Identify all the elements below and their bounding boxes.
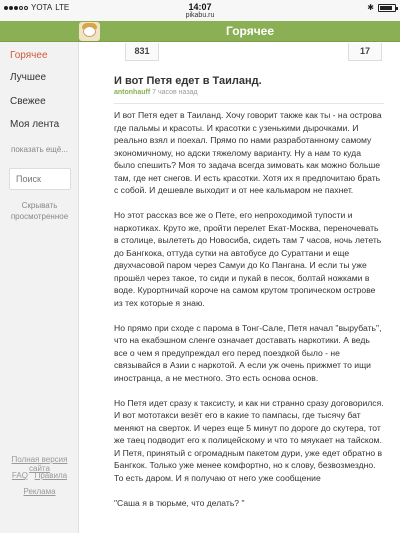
search-input[interactable] — [9, 168, 71, 190]
sidebar-item-my-feed[interactable]: Моя лента — [10, 119, 60, 130]
post-paragraph: "Саша я в тюрьме, что делать? " — [114, 497, 245, 508]
bluetooth-icon: ✱ — [367, 3, 374, 12]
show-more-link[interactable]: показать ещё... — [11, 145, 68, 154]
address-bar[interactable]: pikabu.ru — [0, 12, 400, 21]
faq-link[interactable]: FAQ — [11, 471, 28, 480]
rating-counter: 831 — [125, 43, 159, 61]
status-icons — [367, 3, 396, 12]
sidebar-item-best[interactable]: Лучшее — [10, 72, 47, 83]
post-paragraph: Но прямо при сходе с парома в Тонг-Сале, Петя начал "вырубать", что на екабэшном сленге означает доставать наркотики. А ведь все о чем я предупреждал его перед поездкой было - не связывайся в Азии с наркотой. А если уж очень прижмет то ищи иностранца, а не местного. Это есть основа основ. — [114, 322, 382, 383]
post-body — [114, 103, 384, 522]
post-time: 7 часов назад — [152, 89, 198, 96]
carrier-name: YOTA — [31, 3, 53, 12]
footer-links-row — [0, 471, 79, 480]
sidebar-item-new[interactable]: Свежее — [10, 96, 46, 107]
post-paragraph: Но Петя идет сразу к таксисту, и как ни странно сразу договорился. И вот мототакси везёт его в какие то пампасы, где тысячу бат меняют на сверток. И через еще 5 минут по дороге до скутера, тот же таец подводит его к полицейскому и что то мяукает на тайском. И Петя, принятый с огромадным пакетом дури, уже едет обратно в Бангкок. Только уже менее комфортно, но к слову, безвозмездно. То есть даром. И я получаю от него уже сообщение — [114, 397, 384, 483]
sidebar-item-hot[interactable]: Горячее — [10, 50, 48, 61]
main-content — [80, 42, 400, 533]
full-version-link[interactable]: Полная версия сайта — [11, 455, 68, 473]
sidebar — [0, 42, 79, 533]
post-paragraph: Но этот рассказ все же о Пете, его непроходимой тупости и наркотиках. Круто же, пройти перелет Екат-Москва, переночевать в столице, вылететь до Новосиба, сидеть там 7 часов, ночь лететь до Бангкока, оттуда сутки на автобусе до Сураттани и еще двухчасовой паром через Самуи до Ко Пангана. И если ты уже прошёл через такое, то сиди и пукай в песок, болтай ножками в воде. Курортничай короче на самом крутом тропическом острове из тех которые я знаю. — [114, 210, 382, 308]
post-meta — [114, 89, 198, 96]
page-title: Горячее — [225, 24, 275, 38]
network-type: LTE — [55, 3, 70, 12]
post-title[interactable]: И вот Петя едет в Таиланд. — [114, 75, 262, 87]
logo-face — [83, 26, 96, 37]
site-logo[interactable] — [79, 22, 100, 41]
post-author[interactable]: antonhauff — [114, 89, 151, 96]
clock: 14:07 — [188, 2, 212, 12]
hide-viewed-toggle[interactable]: Скрывать просмотренное — [10, 201, 69, 221]
site-header — [0, 21, 400, 42]
rules-link[interactable]: Правила — [34, 471, 68, 480]
ads-link[interactable]: Реклама — [23, 487, 56, 496]
battery-icon — [378, 4, 396, 12]
footer-ads-row — [0, 487, 79, 496]
comments-counter[interactable]: 17 — [348, 43, 382, 61]
post-paragraph: И вот Петя едет в Таиланд. Хочу говорит также как ты - на острова где пальмы и красоты. И красотки с узенькими дырочками. И реально взял и поехал. Прямо по нами разработанному самому экономичному, но адски тяжелому варианту. Ну а нам то куда было спешить? Моя то задача всегда зимовать как можно больше там, где нет снегов. И есть красотки. Хотя их я предпочитаю брать с собой. И дешевле выходит и от нее кальмаром не пахнет. — [114, 110, 382, 195]
